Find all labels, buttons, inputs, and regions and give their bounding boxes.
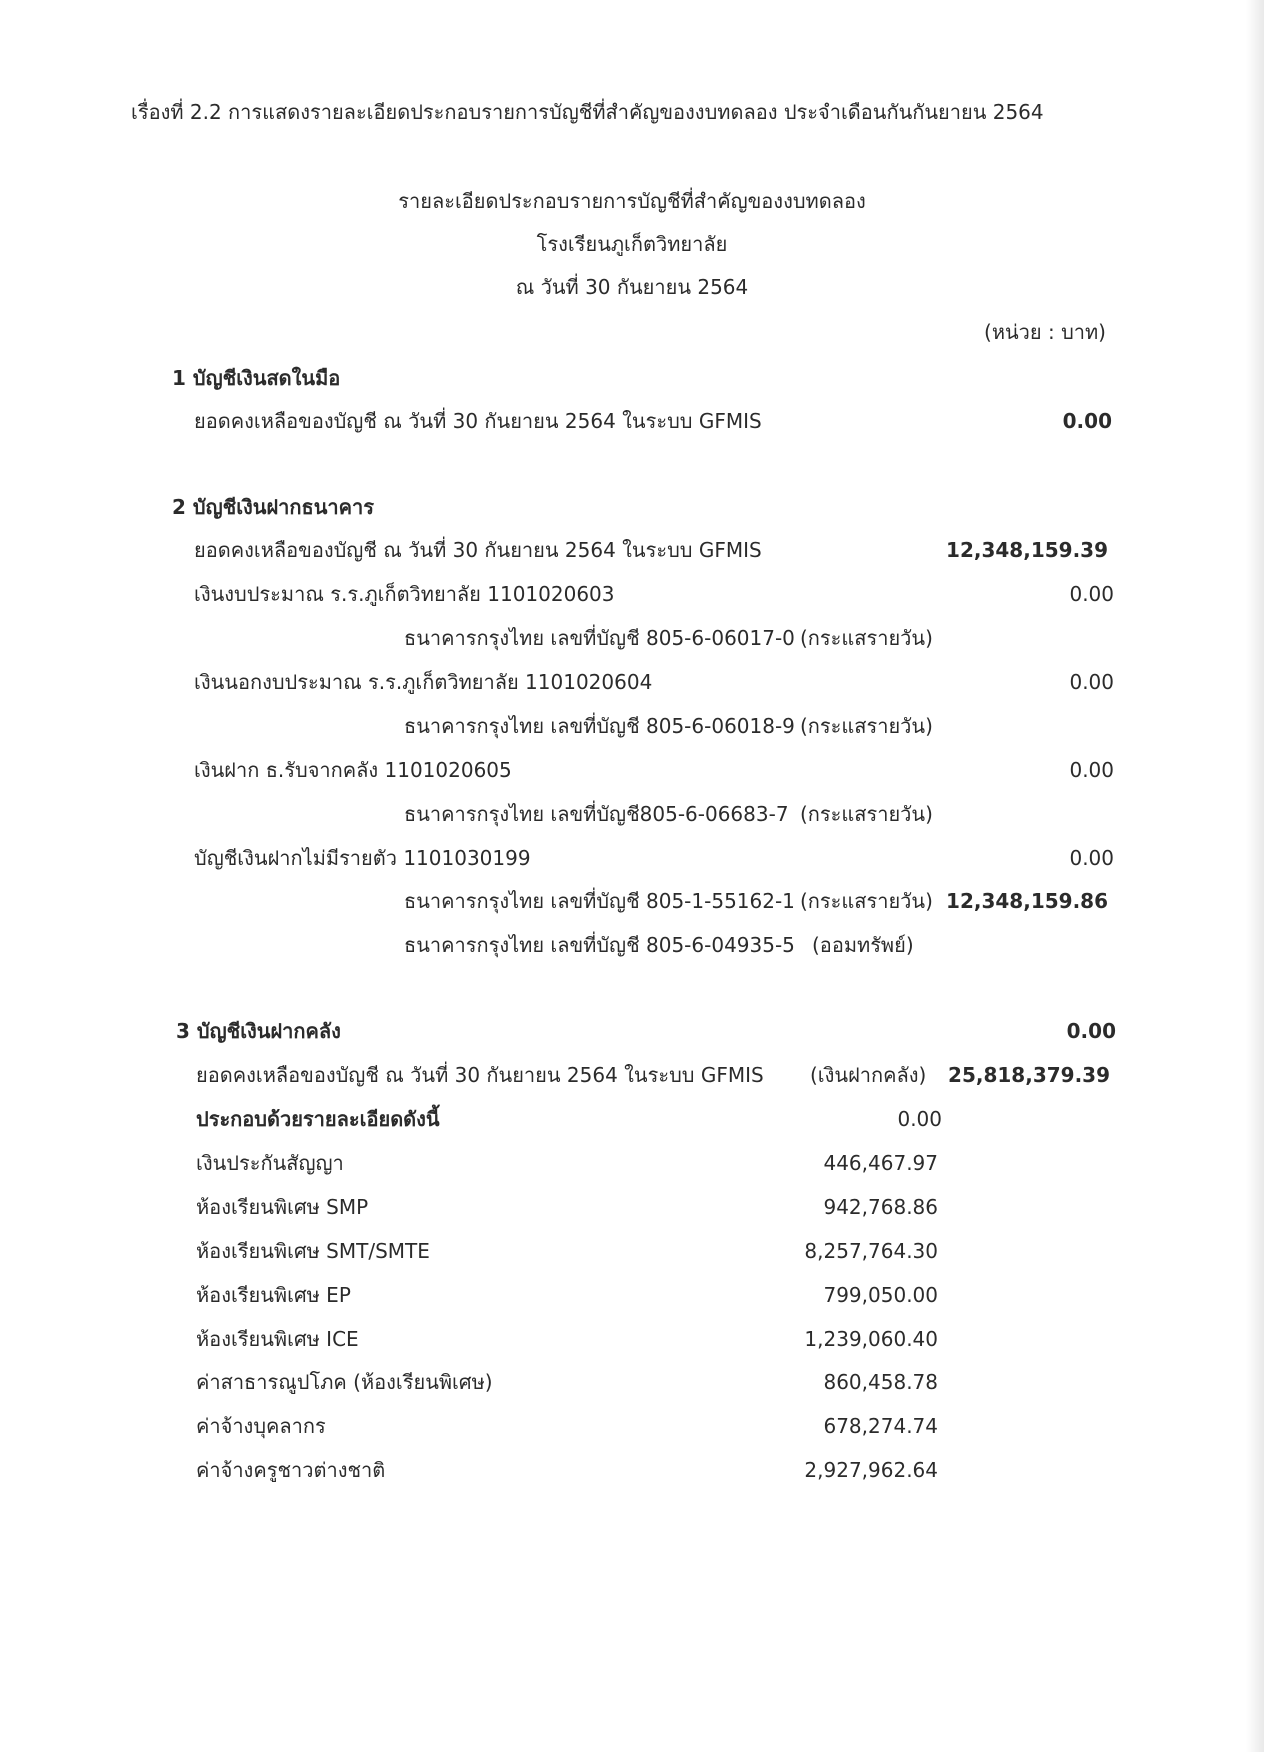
bank-account-type: (กระแสรายวัน) [800,714,933,738]
section-2-title: 2 บัญชีเงินฝากธนาคาร [172,495,374,519]
detail-item-value: 1,239,060.40 [804,1327,938,1351]
section-1-balance-label: ยอดคงเหลือของบัญชี ณ วันที่ 30 กันยายน 2564 ในระบบ GFMIS [194,409,762,433]
bank-account-type: (กระแสรายวัน) [800,802,933,826]
account-label: เงินงบประมาณ ร.ร.ภูเก็ตวิทยาลัย 1101020603 [194,582,615,606]
detail-item-value: 799,050.00 [823,1283,938,1307]
detail-item-value: 8,257,764.30 [804,1239,938,1263]
account-value: 0.00 [1069,670,1114,694]
account-label: เงินนอกงบประมาณ ร.ร.ภูเก็ตวิทยาลัย 1101020604 [194,670,653,694]
bank-account-line: ธนาคารกรุงไทย เลขที่บัญชี 805-6-04935-5 [404,933,795,957]
bank-account-line: ธนาคารกรุงไทย เลขที่บัญชี 805-6-06017-0 [404,626,795,650]
bank-account-line: ธนาคารกรุงไทย เลขที่บัญชี 805-1-55162-1 [404,889,795,913]
bank-account-type: (กระแสรายวัน) [800,889,933,913]
topic-line: เรื่องที่ 2.2 การแสดงรายละเอียดประกอบรายการบัญชีที่สำคัญของงบทดลอง ประจำเดือนกันกันยายน 2564 [131,100,1044,124]
detail-item-label: ค่าจ้างครูชาวต่างชาติ [196,1458,386,1482]
heading-line-3: ณ วันที่ 30 กันยายน 2564 [515,275,749,299]
detail-item-label: ห้องเรียนพิเศษ EP [196,1283,351,1307]
detail-item-value: 942,768.86 [823,1195,938,1219]
scan-edge-shadow [1246,0,1264,1752]
section-3-balance-type: (เงินฝากคลัง) [810,1063,927,1087]
bank-account-line: ธนาคารกรุงไทย เลขที่บัญชี 805-6-06018-9 [404,714,795,738]
unit-label: (หน่วย : บาท) [984,320,1106,344]
account-value: 0.00 [1069,846,1114,870]
detail-item-value: 860,458.78 [823,1370,938,1394]
section-3-balance-value: 25,818,379.39 [948,1063,1110,1087]
heading-line-1: รายละเอียดประกอบรายการบัญชีที่สำคัญของงบทดลอง [398,189,866,213]
detail-item-value: 446,467.97 [823,1151,938,1175]
detail-item-value: 2,927,962.64 [804,1458,938,1482]
detail-item-label: ค่าจ้างบุคลากร [196,1414,326,1438]
detail-item-label: ห้องเรียนพิเศษ ICE [196,1327,359,1351]
account-value: 0.00 [1069,582,1114,606]
section-2-balance-label: ยอดคงเหลือของบัญชี ณ วันที่ 30 กันยายน 2564 ในระบบ GFMIS [194,538,762,562]
detail-item-label: เงินประกันสัญญา [196,1151,344,1175]
account-label: เงินฝาก ธ.รับจากคลัง 1101020605 [194,758,512,782]
detail-heading: ประกอบด้วยรายละเอียดดังนี้ [196,1107,440,1131]
bank-account-type: (กระแสรายวัน) [800,626,933,650]
detail-heading-value: 0.00 [897,1107,942,1131]
detail-item-value: 678,274.74 [823,1414,938,1438]
section-3-title-value: 0.00 [1066,1019,1116,1043]
detail-item-label: ค่าสาธารณูปโภค (ห้องเรียนพิเศษ) [196,1370,493,1394]
section-1-balance-value: 0.00 [1062,409,1112,433]
section-3-balance-label: ยอดคงเหลือของบัญชี ณ วันที่ 30 กันยายน 2564 ในระบบ GFMIS [196,1063,764,1087]
detail-item-label: ห้องเรียนพิเศษ SMP [196,1195,369,1219]
detail-item-label: ห้องเรียนพิเศษ SMT/SMTE [196,1239,430,1263]
account-value: 0.00 [1069,758,1114,782]
bank-account-line: ธนาคารกรุงไทย เลขที่บัญชี805-6-06683-7 [404,802,789,826]
section-2-balance-value: 12,348,159.39 [946,538,1108,562]
bank-account-type: (ออมทรัพย์) [812,933,914,957]
account-label: บัญชีเงินฝากไม่มีรายตัว 1101030199 [194,846,531,870]
heading-line-2: โรงเรียนภูเก็ตวิทยาลัย [536,232,728,256]
bank-account-value: 12,348,159.86 [946,889,1108,913]
section-1-title: 1 บัญชีเงินสดในมือ [172,366,341,390]
section-3-title: 3 บัญชีเงินฝากคลัง [176,1019,341,1043]
